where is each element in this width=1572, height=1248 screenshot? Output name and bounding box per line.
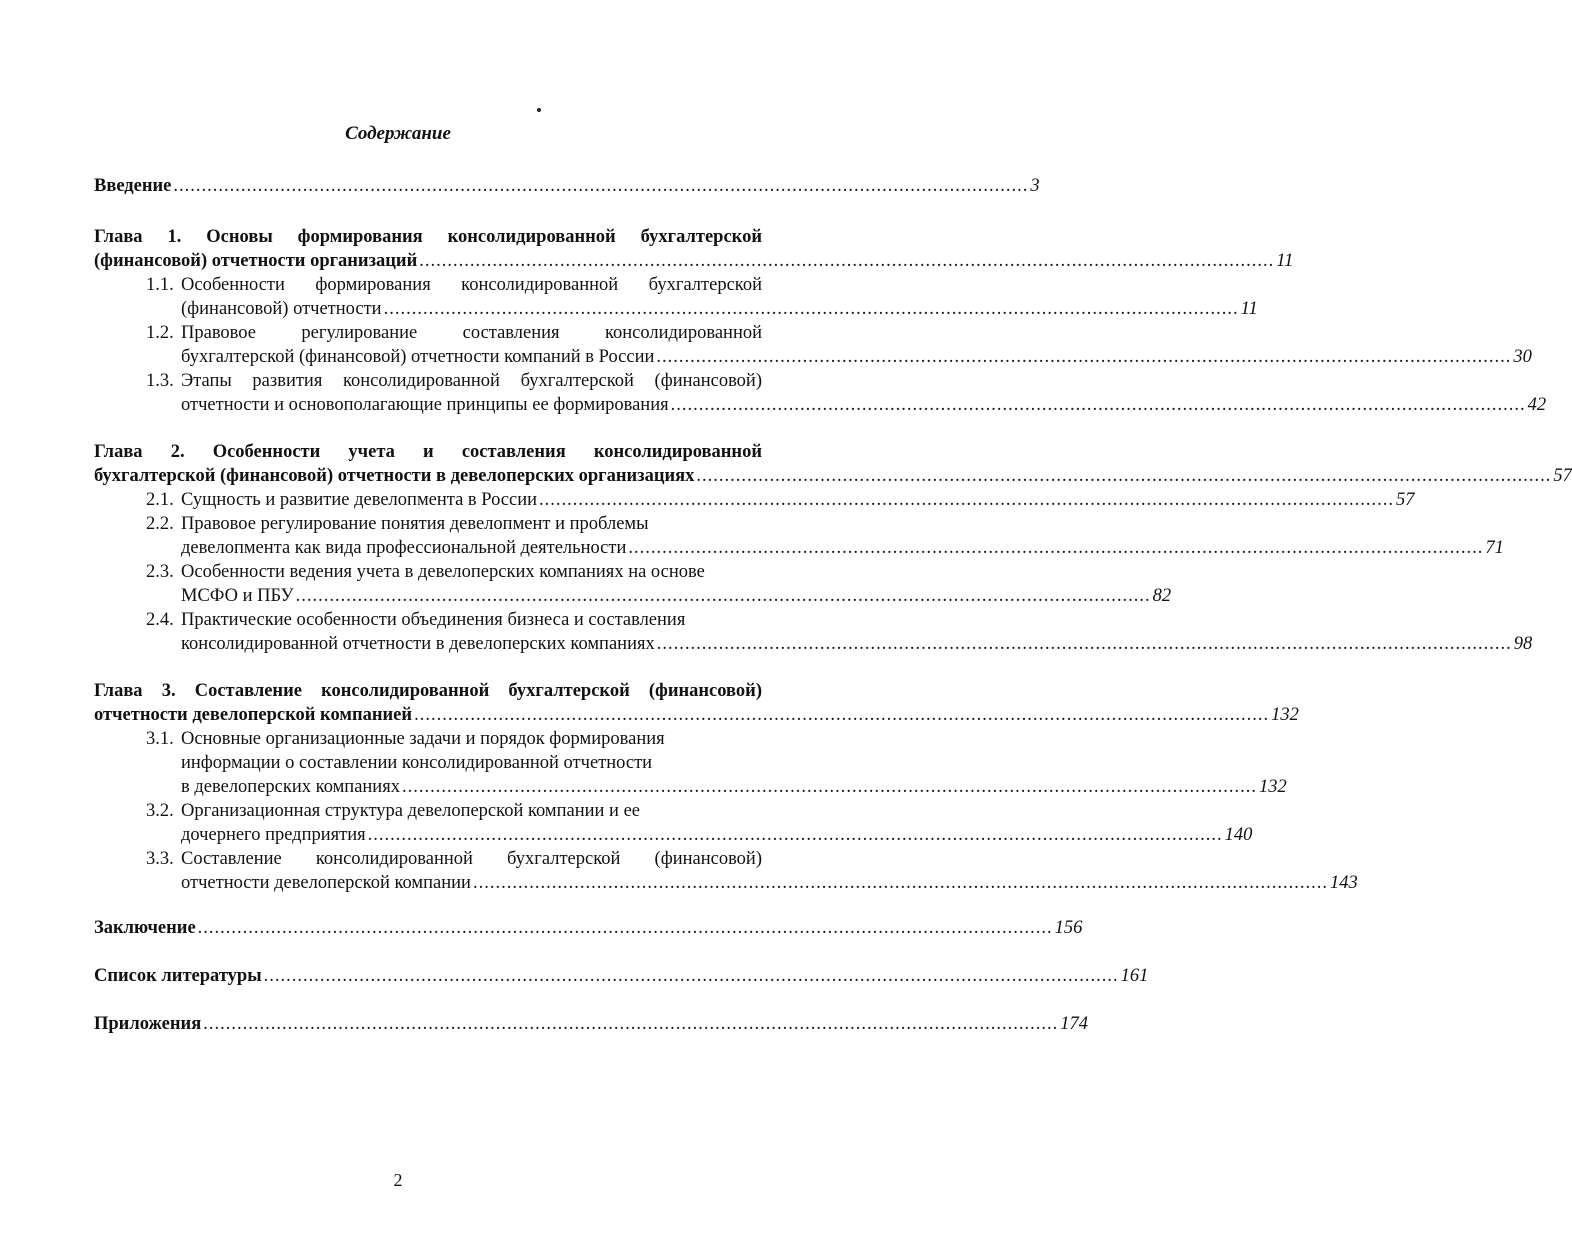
toc-entry-3-2 bbox=[181, 823, 1253, 847]
leader-dots: ........................................................................................................................................................ bbox=[173, 176, 1029, 196]
chapter2-heading-line1: Глава 2. Особенности учета и составления консолидированной bbox=[94, 442, 762, 462]
section-1-1-number: 1.1. bbox=[146, 275, 174, 295]
section-1-3-page: 42 bbox=[1527, 395, 1547, 415]
page-title: Содержание bbox=[345, 123, 451, 144]
toc-entry-3-1 bbox=[181, 775, 1287, 799]
section-2-2-number: 2.2. bbox=[146, 514, 174, 534]
toc-intro-page: 3 bbox=[1030, 176, 1040, 196]
section-3-3-line1: Составление консолидированной бухгалтерской (финансовой) bbox=[181, 849, 762, 869]
scan-speck bbox=[537, 108, 541, 112]
section-2-4-line1: Практические особенности объединения бизнеса и составления bbox=[181, 610, 686, 630]
leader-dots: ........................................................................................................................................................ bbox=[383, 299, 1239, 319]
leader-dots: ........................................................................................................................................................ bbox=[419, 251, 1275, 271]
chapter1-heading-line1: Глава 1. Основы формирования консолидированной бухгалтерской bbox=[94, 227, 762, 247]
section-2-4-number: 2.4. bbox=[146, 610, 174, 630]
section-1-3-line1: Этапы развития консолидированной бухгалтерской (финансовой) bbox=[181, 371, 762, 391]
leader-dots: ........................................................................................................................................................ bbox=[539, 490, 1395, 510]
section-3-1-line3: в девелоперских компаниях bbox=[181, 777, 400, 797]
section-1-3-number: 1.3. bbox=[146, 371, 174, 391]
toc-entry-appendix bbox=[94, 1012, 1088, 1036]
leader-dots: ........................................................................................................................................................ bbox=[472, 873, 1328, 893]
section-2-3-page: 82 bbox=[1152, 586, 1172, 606]
section-2-2-line2: девелопмента как вида профессиональной деятельности bbox=[181, 538, 627, 558]
page-number: 2 bbox=[393, 1170, 403, 1190]
toc-entry-1-3 bbox=[181, 393, 1547, 417]
toc-entry-2-2 bbox=[181, 536, 1504, 560]
section-1-1-line2: (финансовой) отчетности bbox=[181, 299, 382, 319]
toc-intro-label: Введение bbox=[94, 176, 172, 196]
section-1-2-number: 1.2. bbox=[146, 323, 174, 343]
toc-bibliography-page: 161 bbox=[1120, 966, 1149, 986]
leader-dots: ........................................................................................................................................................ bbox=[295, 586, 1151, 606]
leader-dots: ........................................................................................................................................................ bbox=[656, 347, 1512, 367]
leader-dots: ........................................................................................................................................................ bbox=[197, 918, 1053, 938]
section-2-4-line2: консолидированной отчетности в девелоперских компаниях bbox=[181, 634, 655, 654]
section-2-1-line1: Сущность и развитие девелопмента в России bbox=[181, 490, 538, 510]
section-3-2-line1: Организационная структура девелоперской компании и ее bbox=[181, 801, 641, 821]
section-3-2-page: 140 bbox=[1224, 825, 1253, 845]
toc-entry-bibliography bbox=[94, 964, 1149, 988]
toc-conclusion-label: Заключение bbox=[94, 918, 196, 938]
toc-entry-1-2 bbox=[181, 345, 1532, 369]
leader-dots: ........................................................................................................................................................ bbox=[628, 538, 1484, 558]
chapter2-heading-line2: бухгалтерской (финансовой) отчетности в девелоперских организациях bbox=[94, 466, 695, 486]
section-3-1-page: 132 bbox=[1258, 777, 1287, 797]
section-2-3-line1: Особенности ведения учета в девелоперских компаниях на основе bbox=[181, 562, 705, 582]
section-3-3-line2: отчетности девелоперской компании bbox=[181, 873, 471, 893]
section-2-3-number: 2.3. bbox=[146, 562, 174, 582]
section-2-2-page: 71 bbox=[1485, 538, 1504, 558]
section-3-3-page: 143 bbox=[1329, 873, 1358, 893]
section-1-2-page: 30 bbox=[1513, 347, 1532, 367]
chapter3-heading-line1: Глава 3. Составление консолидированной бухгалтерской (финансовой) bbox=[94, 681, 762, 701]
chapter1-heading-line2: (финансовой) отчетности организаций bbox=[94, 251, 418, 271]
section-1-1-page: 11 bbox=[1240, 299, 1258, 319]
toc-entry-conclusion bbox=[94, 916, 1083, 940]
section-3-1-number: 3.1. bbox=[146, 729, 174, 749]
leader-dots: ........................................................................................................................................................ bbox=[696, 466, 1552, 486]
chapter3-heading-line2: отчетности девелоперской компанией bbox=[94, 705, 413, 725]
section-3-1-line2: информации о составлении консолидированной отчетности bbox=[181, 753, 653, 773]
section-3-2-line2: дочернего предприятия bbox=[181, 825, 366, 845]
leader-dots: ........................................................................................................................................................ bbox=[414, 705, 1270, 725]
chapter1-page: 11 bbox=[1276, 251, 1294, 271]
leader-dots: ........................................................................................................................................................ bbox=[203, 1014, 1059, 1034]
section-1-3-line2: отчетности и основополагающие принципы ее формирования bbox=[181, 395, 669, 415]
section-2-3-line2: МСФО и ПБУ bbox=[181, 586, 294, 606]
toc-bibliography-label: Список литературы bbox=[94, 966, 262, 986]
leader-dots: ........................................................................................................................................................ bbox=[367, 825, 1223, 845]
leader-dots: ........................................................................................................................................................ bbox=[263, 966, 1119, 986]
section-3-1-line1: Основные организационные задачи и порядок формирования bbox=[181, 729, 665, 749]
toc-appendix-page: 174 bbox=[1060, 1014, 1088, 1034]
toc-entry-chapter2 bbox=[94, 464, 1572, 488]
toc-conclusion-page: 156 bbox=[1054, 918, 1083, 938]
section-2-4-page: 98 bbox=[1513, 634, 1533, 654]
toc-entry-3-3 bbox=[181, 871, 1358, 895]
toc-entry-2-1 bbox=[181, 488, 1415, 512]
section-1-2-line1: Правовое регулирование составления консолидированной bbox=[181, 323, 762, 343]
section-2-2-line1: Правовое регулирование понятия девелопмент и проблемы bbox=[181, 514, 649, 534]
section-1-2-line2: бухгалтерской (финансовой) отчетности компаний в России bbox=[181, 347, 655, 367]
toc-entry-2-3 bbox=[181, 584, 1172, 608]
toc-entry-chapter3 bbox=[94, 703, 1299, 727]
leader-dots: ........................................................................................................................................................ bbox=[401, 777, 1257, 797]
leader-dots: ........................................................................................................................................................ bbox=[670, 395, 1526, 415]
section-3-3-number: 3.3. bbox=[146, 849, 174, 869]
section-3-2-number: 3.2. bbox=[146, 801, 174, 821]
toc-entry-2-4 bbox=[181, 632, 1533, 656]
toc-entry-intro bbox=[94, 174, 1040, 198]
toc-appendix-label: Приложения bbox=[94, 1014, 202, 1034]
toc-entry-chapter1 bbox=[94, 249, 1294, 273]
section-2-1-page: 57 bbox=[1396, 490, 1415, 510]
chapter2-page: 57 bbox=[1553, 466, 1572, 486]
section-2-1-number: 2.1. bbox=[146, 490, 174, 510]
chapter3-page: 132 bbox=[1271, 705, 1299, 725]
leader-dots: ........................................................................................................................................................ bbox=[656, 634, 1512, 654]
toc-entry-1-1 bbox=[181, 297, 1258, 321]
section-1-1-line1: Особенности формирования консолидированной бухгалтерской bbox=[181, 275, 762, 295]
